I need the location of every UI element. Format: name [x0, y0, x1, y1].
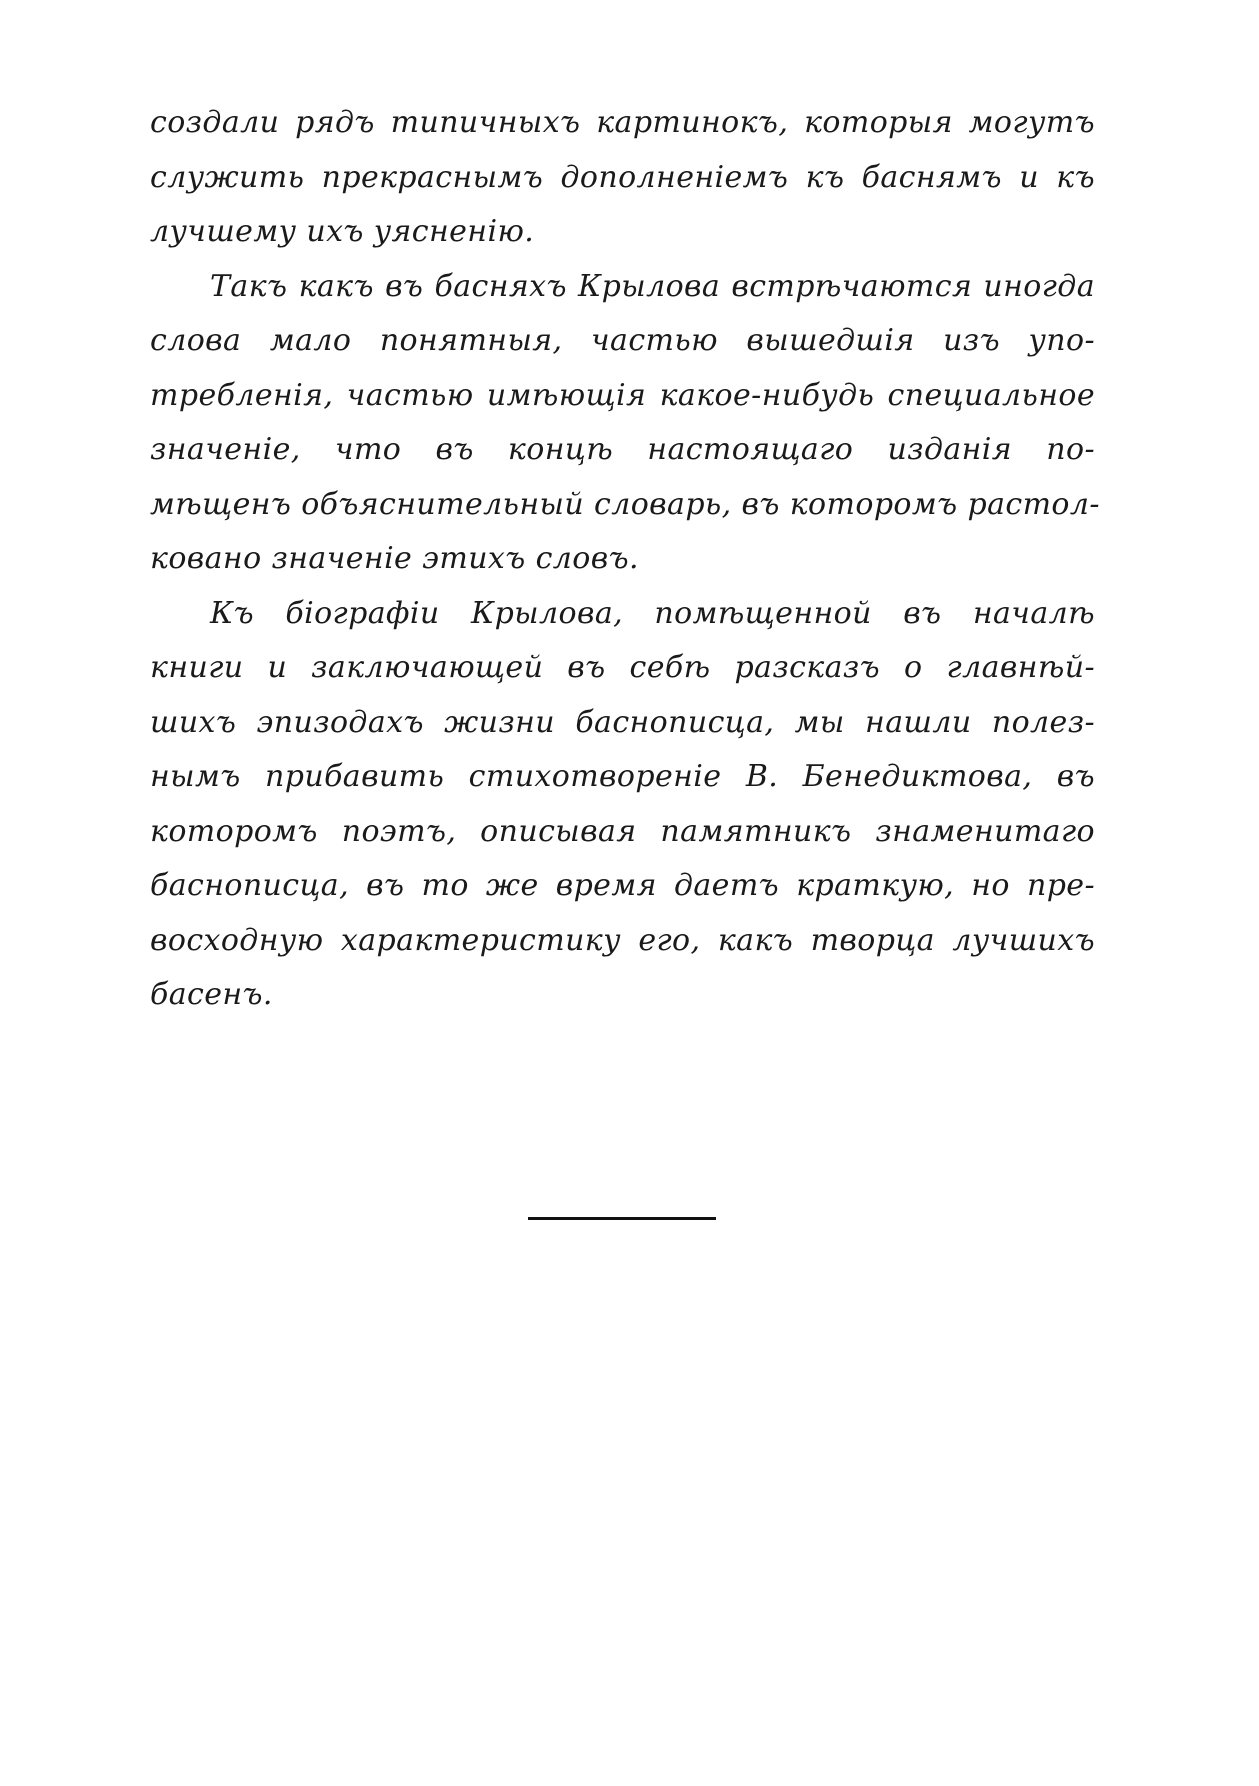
text-line: нымъ прибавить стихотвореніе В. Бенедиктова, въ: [150, 759, 1095, 794]
text-line: басенъ.: [150, 977, 273, 1012]
text-line: служить прекраснымъ дополненіемъ къ баснямъ и къ: [150, 159, 1095, 195]
text-line: книги и заключающей въ себѣ разсказъ о главнѣй-: [150, 650, 1095, 685]
section-divider: [528, 1217, 716, 1220]
text-line: ковано значеніе этихъ словъ.: [150, 541, 639, 576]
text-line: баснописца, въ то же время даетъ краткую, но пре-: [150, 868, 1095, 903]
paragraph-1: [150, 96, 1095, 260]
text-line: лучшему ихъ уясненію.: [150, 214, 535, 249]
text-line: Къ біографіи Крылова, помѣщенной въ началѣ: [210, 595, 1095, 631]
text-line: мѣщенъ объяснительный словарь, въ которомъ растол-: [150, 486, 1100, 522]
text-line: которомъ поэтъ, описывая памятникъ знаменитаго: [150, 813, 1095, 849]
text-line: значеніе, что въ концѣ настоящаго изданія по-: [150, 432, 1095, 467]
text-line: слова мало понятныя, частью вышедшія изъ упо-: [150, 323, 1095, 358]
page-text: [150, 96, 1100, 1023]
paragraph-3: [150, 587, 1095, 1023]
text-line: требленія, частью имѣющія какое-нибудь специальное: [150, 377, 1095, 413]
text-line: восходную характеристику его, какъ творца лучшихъ: [150, 922, 1095, 958]
paragraph-2: [150, 260, 1100, 587]
text-line: создали рядъ типичныхъ картинокъ, которыя могутъ: [150, 105, 1095, 140]
text-line: шихъ эпизодахъ жизни баснописца, мы нашли полез-: [150, 704, 1095, 740]
text-line: Такъ какъ въ басняхъ Крылова встрѣчаются иногда: [210, 268, 1095, 304]
